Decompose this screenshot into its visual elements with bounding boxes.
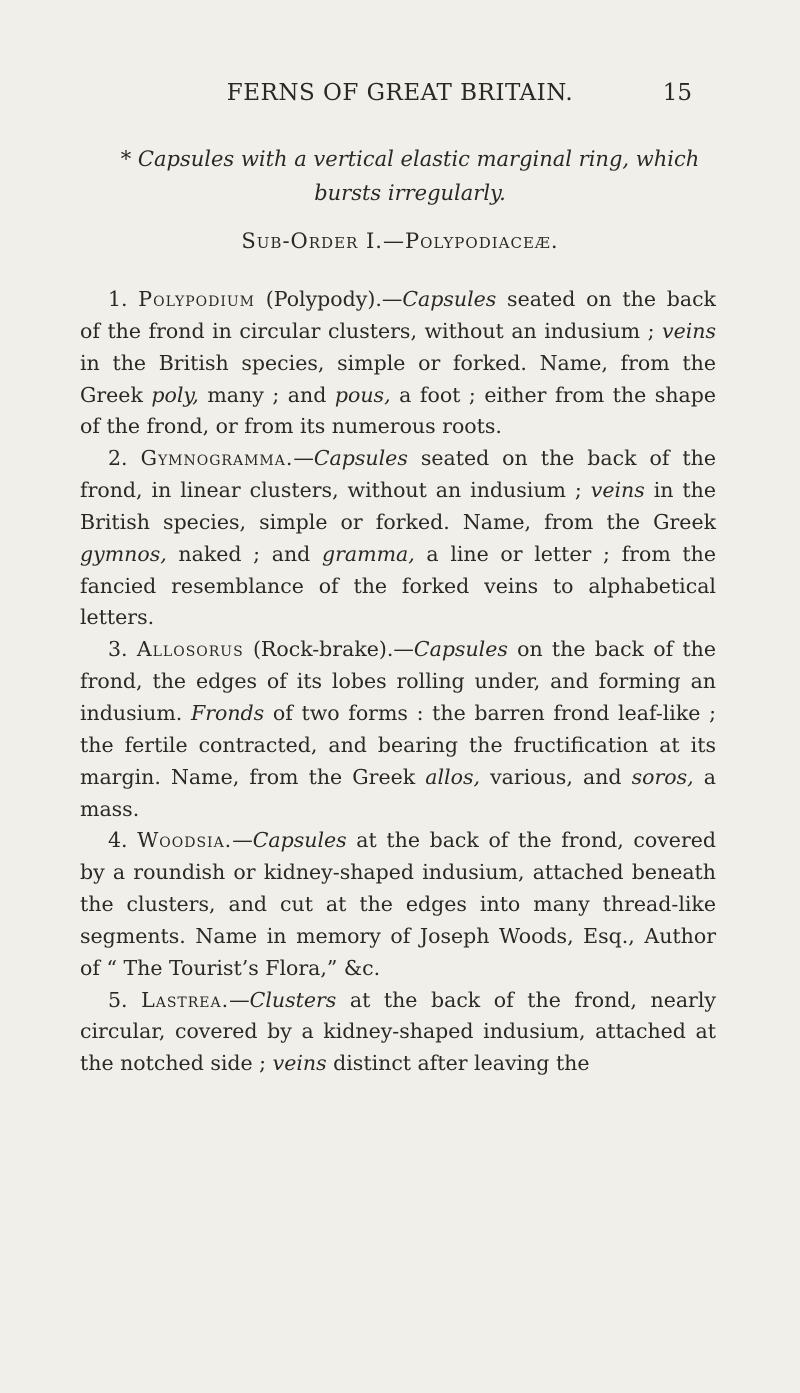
genus-name: Polypodium — [138, 287, 255, 311]
common-name: (Rock-brake). — [252, 637, 394, 662]
entry-text: many ; and — [198, 382, 335, 407]
entry-term: Capsules — [402, 287, 497, 311]
entry-term: Clusters — [249, 987, 337, 1012]
entry-term: veins — [590, 478, 645, 503]
genus-list — [80, 284, 716, 1080]
entry-number: 5. — [108, 987, 128, 1012]
common-name: (Polypody). — [265, 287, 382, 311]
entry-text: at the back of the frond, covered by a roundish or kidney-shaped indusium, attached beneath the clusters, and cut at the edges into many thread-like segments. Name in memory of Joseph Woods, Esq., Author of “ The Tourist’s Flora,” &c. — [80, 828, 716, 980]
genus-name: Allosorus — [136, 637, 244, 662]
suborder-dash: — — [382, 229, 405, 253]
entry-text: of two forms : the barren frond leaf-like ; the fertile contracted, and bearing the fructification at its margin. Name, from the Greek — [80, 700, 716, 789]
suborder-name: Polypodiaceæ. — [404, 229, 559, 253]
running-title: FERNS OF GREAT BRITAIN. — [226, 80, 574, 106]
entry-dash: — — [381, 287, 403, 311]
asterisk: * — [120, 147, 132, 171]
entry-term: gymnos, — [80, 541, 167, 566]
entry-text: on the back of the frond, the edges of its lobes rolling under, and forming an indusium. — [80, 637, 716, 725]
entry-text: in the British species, simple or forked. Name, from the Greek — [80, 350, 716, 407]
entry-text: various, and — [479, 764, 632, 789]
entry-dash: — — [293, 446, 314, 471]
entry-number: 3. — [108, 637, 128, 662]
genus-entry-gymnogramma — [80, 443, 716, 634]
entry-term: Fronds — [190, 700, 265, 725]
running-head — [0, 78, 800, 108]
capsules-word: Capsules — [137, 147, 235, 171]
genus-entry-woodsia — [80, 825, 716, 984]
entry-term: Capsules — [313, 446, 408, 471]
entry-term: veins — [662, 318, 716, 343]
entry-number: 2. — [108, 446, 128, 471]
entry-text: at the back of the frond, nearly circular, covered by a kidney-shaped indusium, attached at the notched side ; — [80, 987, 716, 1076]
entry-dash: — — [393, 637, 414, 662]
genus-entry-lastrea — [80, 985, 716, 1081]
entry-text: naked ; and — [166, 541, 322, 566]
entry-term: Capsules — [413, 637, 508, 662]
genus-entry-polypodium — [80, 284, 716, 443]
genus-name: Woodsia. — [137, 828, 233, 853]
entry-text: a line or letter ; from the fancied resemblance of the forked veins to alphabetical letters. — [80, 541, 717, 630]
suborder-prefix: Sub-Order I. — [241, 229, 383, 253]
genus-name: Gymnogramma. — [140, 446, 294, 471]
entry-text: seated on the back of the frond in circular clusters, without an indusium ; — [80, 287, 716, 343]
entry-term: Capsules — [252, 828, 347, 853]
entry-term: poly, — [151, 382, 199, 407]
genus-name: Lastrea. — [141, 987, 230, 1012]
entry-dash: — — [232, 828, 253, 853]
entry-term: veins — [272, 1051, 327, 1076]
intro-text: with a vertical elastic marginal ring, which bursts irregularly. — [240, 147, 700, 205]
entry-dash: — — [229, 987, 250, 1012]
entry-term: gramma, — [321, 541, 415, 566]
entry-text: distinct after leaving the — [326, 1051, 590, 1076]
capsule-description — [120, 142, 700, 210]
page-number: 15 — [662, 80, 692, 106]
suborder-heading — [0, 226, 800, 256]
genus-entry-allosorus — [80, 634, 716, 825]
entry-text: a foot ; either from the shape of the frond, or from its numerous roots. — [80, 382, 716, 439]
entry-text: in the British species, simple or forked. Name, from the Greek — [80, 478, 716, 534]
entry-term: allos, — [425, 764, 480, 789]
entry-text: a mass. — [80, 764, 716, 821]
entry-term: soros, — [631, 764, 694, 789]
entry-number: 4. — [108, 828, 128, 853]
entry-text: seated on the back of the frond, in linear clusters, without an indusium ; — [80, 446, 716, 503]
entry-number: 1. — [108, 287, 128, 311]
entry-term: pous, — [334, 382, 391, 407]
